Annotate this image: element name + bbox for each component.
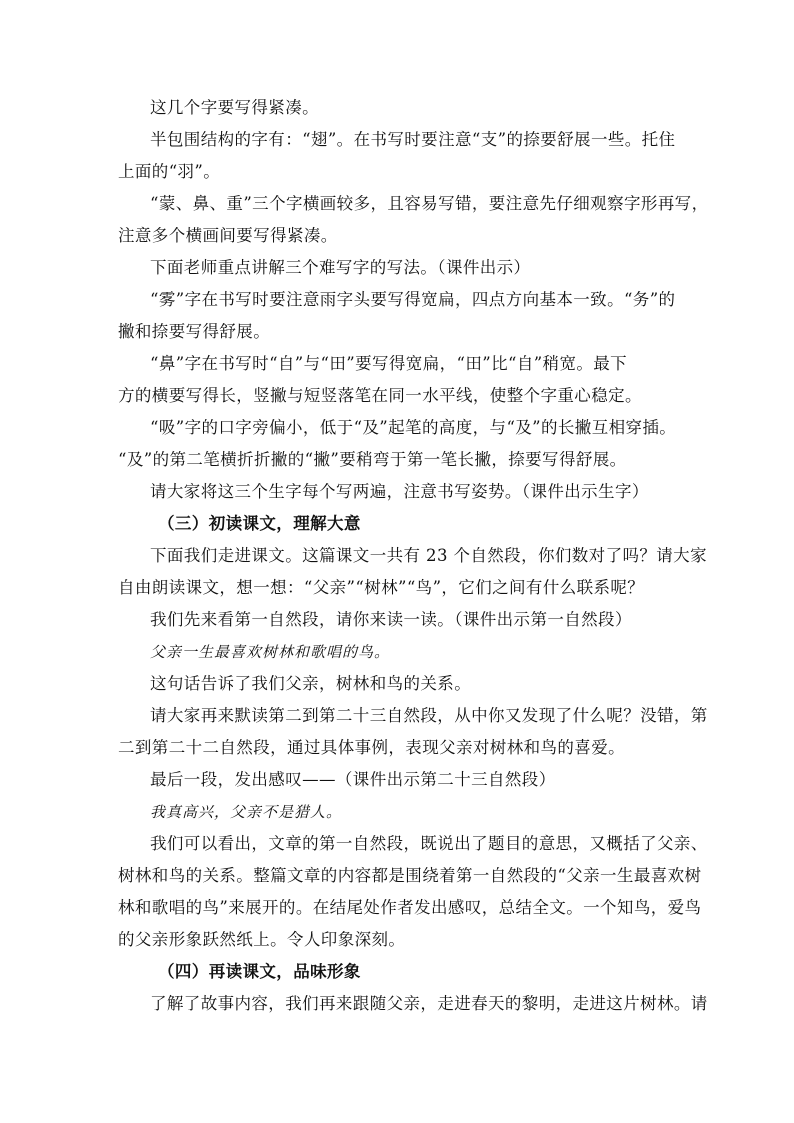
- paragraph-line: 自由朗读课文，想一想：“父亲”“树林”“鸟”，它们之间有什么联系呢？: [118, 578, 645, 597]
- paragraph-line: 树林和鸟的关系。整篇文章的内容都是围绕着第一自然段的“父亲一生最喜欢树: [118, 866, 702, 885]
- paragraph-line: “鼻”字在书写时“自”与“田”要写得宽扁，“田”比“自”稍宽。最下: [150, 354, 628, 373]
- paragraph-line: 林和歌唱的鸟”来展开的。在结尾处作者发出感叹，总结全文。一个知鸟，爱鸟: [118, 898, 702, 917]
- quote-line: 父亲一生最喜欢树林和歌唱的鸟。: [150, 643, 391, 661]
- paragraph-line: 请大家再来默读第二到第二十三自然段，从中你又发现了什么呢？没错，第: [150, 706, 708, 725]
- section-heading: （四）再读课文，品味形象: [158, 962, 361, 981]
- section-heading: （三）初读课文，理解大意: [158, 514, 361, 533]
- paragraph-line: 我们先来看第一自然段，请你来读一读。（课件出示第一自然段）: [150, 610, 632, 629]
- paragraph-line: “蒙、鼻、重”三个字横画较多，且容易写错，要注意先仔细观察字形再写，: [150, 194, 709, 213]
- paragraph-line: 撇和捺要写得舒展。: [118, 322, 271, 341]
- paragraph-line: 这句话告诉了我们父亲，树林和鸟的关系。: [150, 674, 472, 693]
- paragraph-line: 了解了故事内容，我们再来跟随父亲，走进春天的黎明，走进这片树林。请: [150, 994, 708, 1013]
- paragraph-line: 请大家将这三个生字每个写两遍，注意书写姿势。（课件出示生字）: [150, 482, 649, 501]
- paragraph-line: 最后一段，发出感叹——（课件出示第二十三自然段）: [150, 770, 556, 789]
- paragraph-line: “雾”字在书写时要注意雨字头要写得宽扁，四点方向基本一致。“务”的: [150, 290, 676, 309]
- quote-line: 我真高兴，父亲不是猎人。: [150, 803, 343, 821]
- paragraph-line: 下面我们走进课文。这篇课文一共有 23 个自然段，你们数对了吗？请大家: [150, 546, 707, 565]
- paragraph-line: 的父亲形象跃然纸上。令人印象深刻。: [118, 930, 406, 949]
- paragraph-line: 下面老师重点讲解三个难写字的写法。（课件出示）: [150, 258, 531, 277]
- document-body: [118, 92, 709, 1020]
- paragraph-line: 上面的“羽”。: [118, 162, 221, 181]
- paragraph-line: 我们可以看出，文章的第一自然段，既说出了题目的意思，又概括了父亲、: [150, 834, 708, 853]
- paragraph-line: 半包围结构的字有：“翅”。在书写时要注意“支”的捺要舒展一些。托住: [150, 130, 676, 149]
- paragraph-line: 二到第二十二自然段，通过具体事例，表现父亲对树林和鸟的喜爱。: [118, 738, 625, 757]
- paragraph-line: 注意多个横画间要写得紧凑。: [118, 226, 338, 245]
- paragraph-line: 这几个字要写得紧凑。: [150, 98, 319, 117]
- paragraph-line: “及”的第二笔横折折撇的“撇”要稍弯于第一笔长撇，捺要写得舒展。: [118, 450, 627, 469]
- paragraph-line: 方的横要写得长，竖撇与短竖落笔在同一水平线，使整个字重心稳定。: [118, 386, 642, 405]
- paragraph-line: “吸”字的口字旁偏小，低于“及”起笔的高度，与“及”的长撇互相穿插。: [150, 418, 677, 437]
